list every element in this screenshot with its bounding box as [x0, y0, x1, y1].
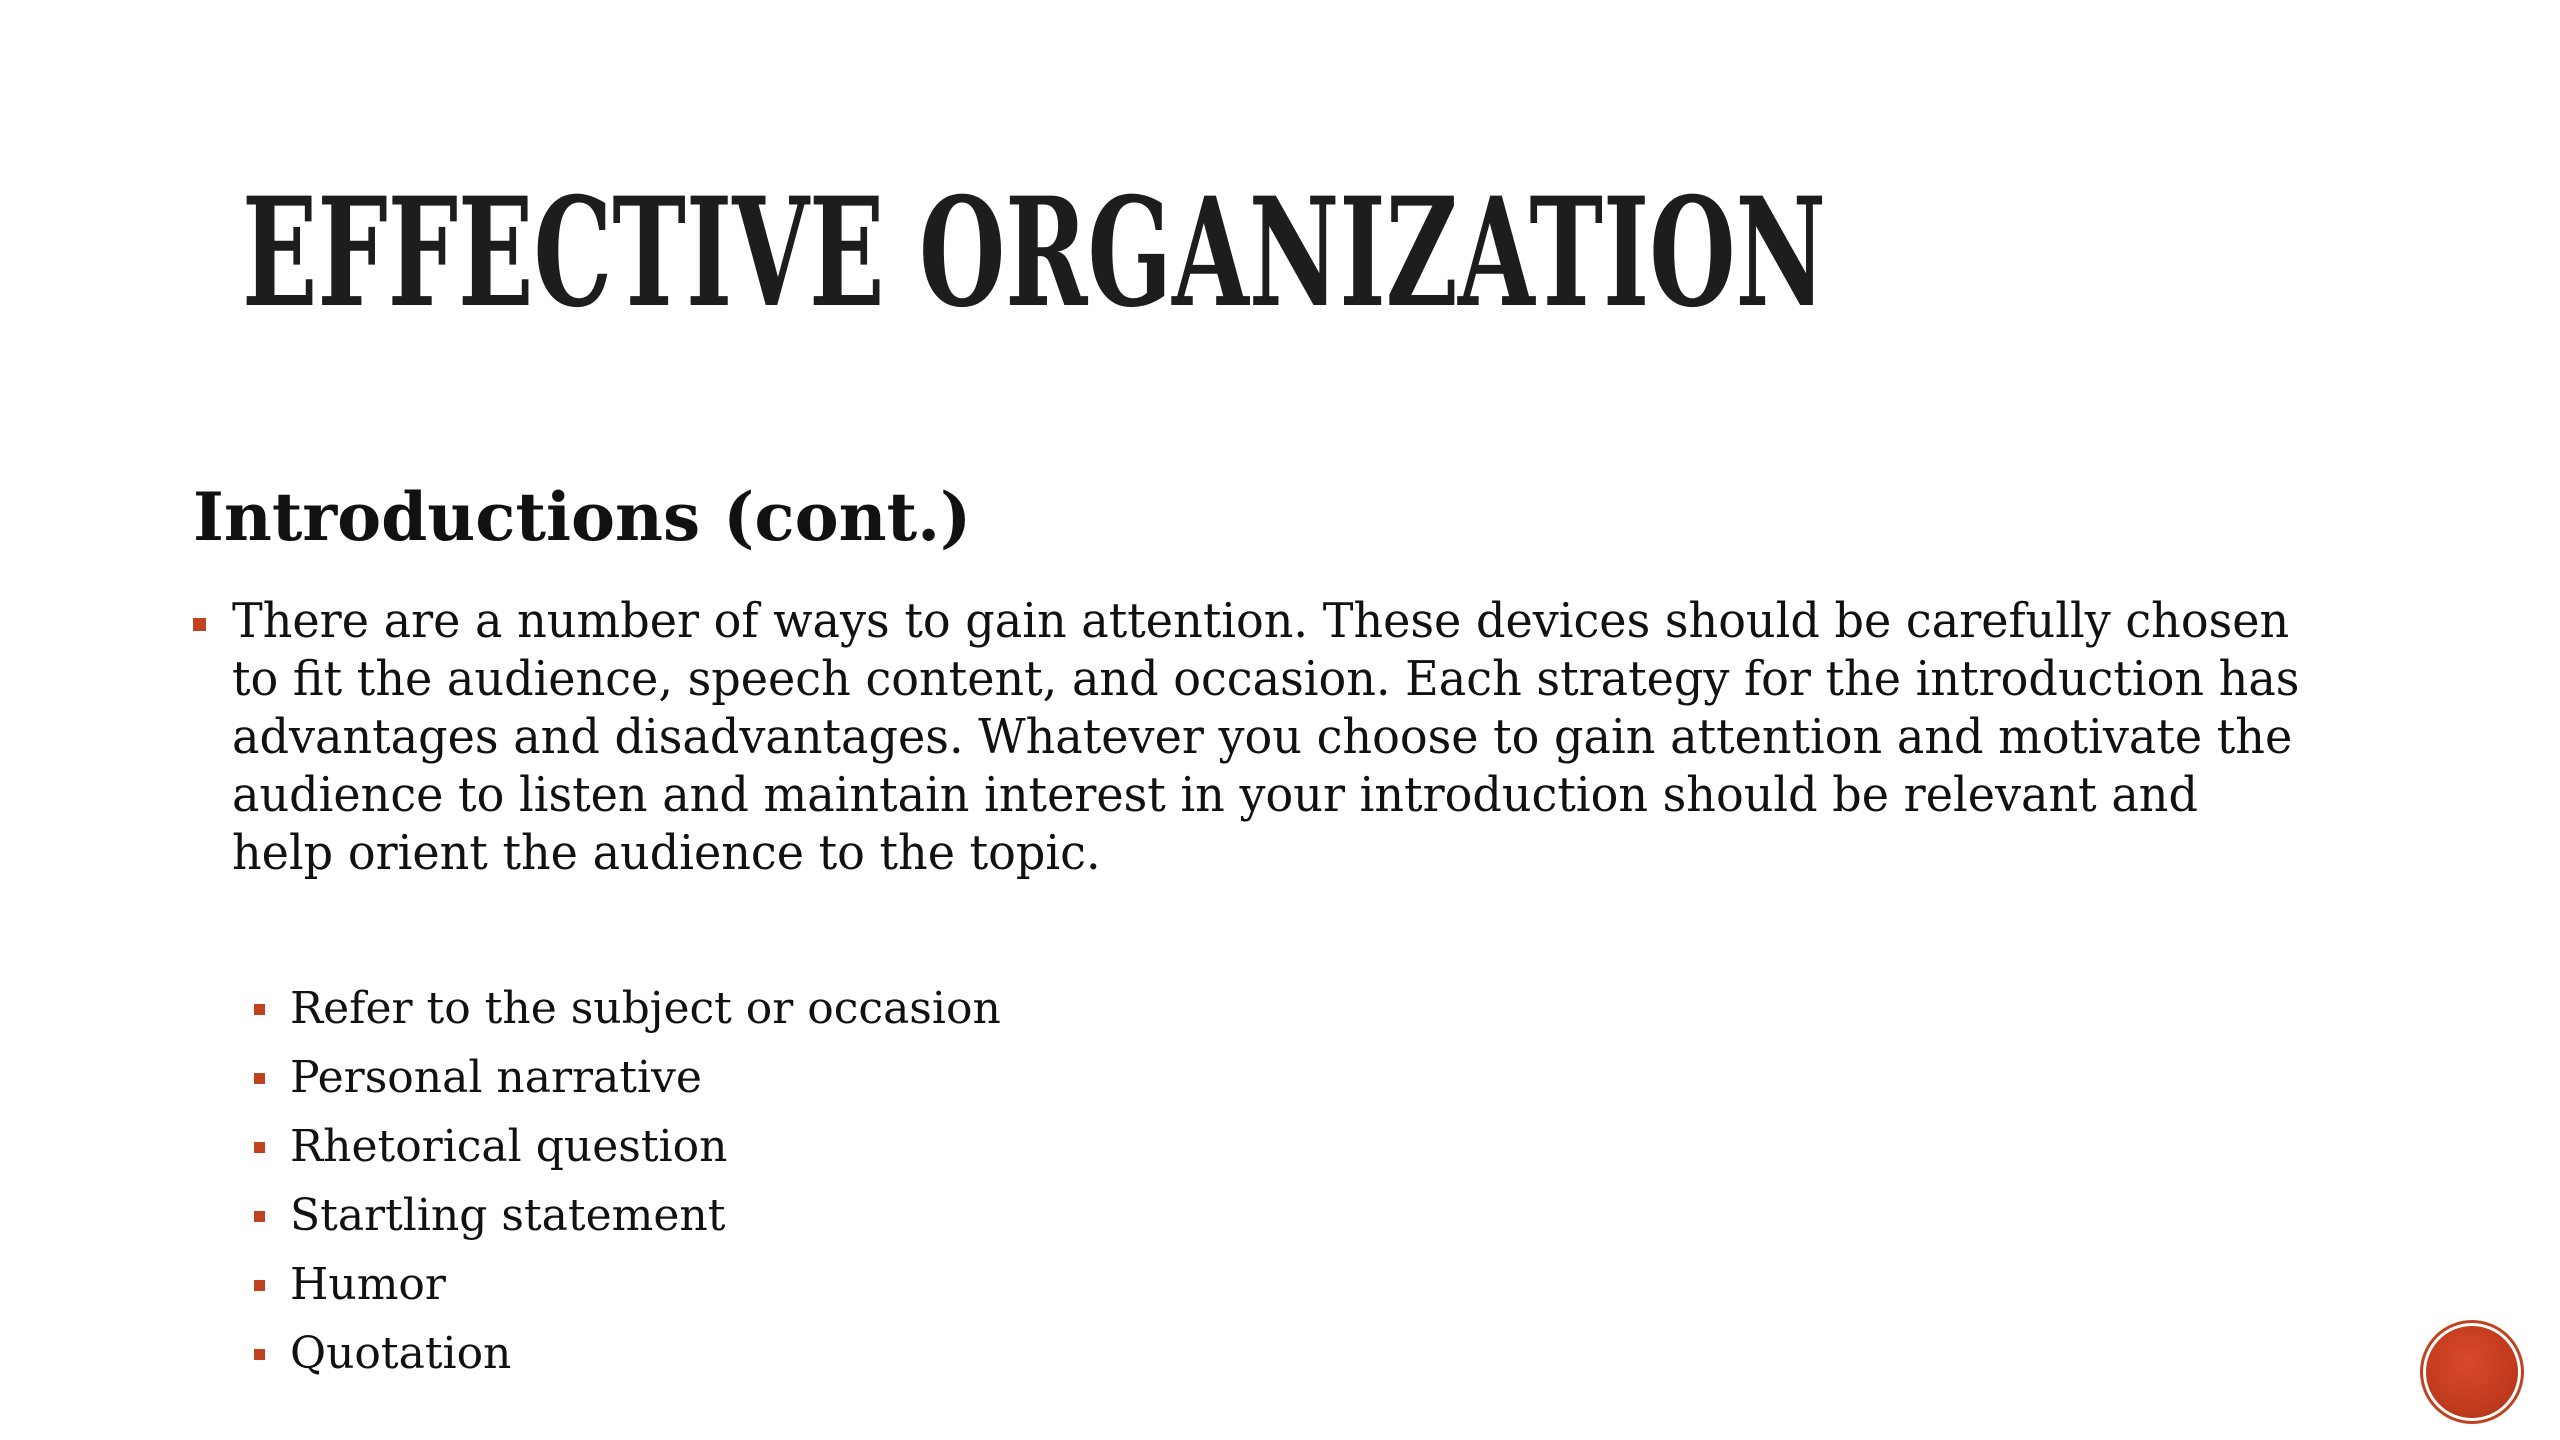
list-item-label: Refer to the subject or occasion [290, 983, 1001, 1034]
square-bullet-icon [254, 1073, 265, 1084]
list-item-label: Quotation [290, 1328, 512, 1379]
square-bullet-icon [193, 618, 206, 631]
list-item [254, 1118, 1001, 1187]
list-item [254, 1325, 1001, 1394]
list-item-label: Rhetorical question [290, 1121, 728, 1172]
sub-bullet-list [254, 980, 1001, 1394]
square-bullet-icon [254, 1211, 265, 1222]
main-paragraph: There are a number of ways to gain attention. These devices should be carefully chosen to fit the audience, speech content, and occasion. Each strategy for the introduction has advantages and disadvantages. Whatever you choose to gain attention and motivate the audience to listen and maintain interest in your introduction should be relevant and help orient the audience to the topic. [232, 593, 2300, 881]
main-bullet-item [193, 592, 2393, 882]
square-bullet-icon [254, 1280, 265, 1291]
slide-title: EFFECTIVE ORGANIZATION [242, 165, 1827, 341]
list-item [254, 1049, 1001, 1118]
list-item [254, 980, 1001, 1049]
square-bullet-icon [254, 1142, 265, 1153]
list-item-label: Personal narrative [290, 1052, 702, 1103]
slide-number-circle-icon[interactable] [2426, 1326, 2518, 1418]
square-bullet-icon [254, 1349, 265, 1360]
slide-subtitle: Introductions (cont.) [193, 478, 972, 556]
square-bullet-icon [254, 1004, 265, 1015]
list-item [254, 1256, 1001, 1325]
list-item-label: Startling statement [290, 1190, 726, 1241]
list-item-label: Humor [290, 1259, 446, 1310]
list-item [254, 1187, 1001, 1256]
